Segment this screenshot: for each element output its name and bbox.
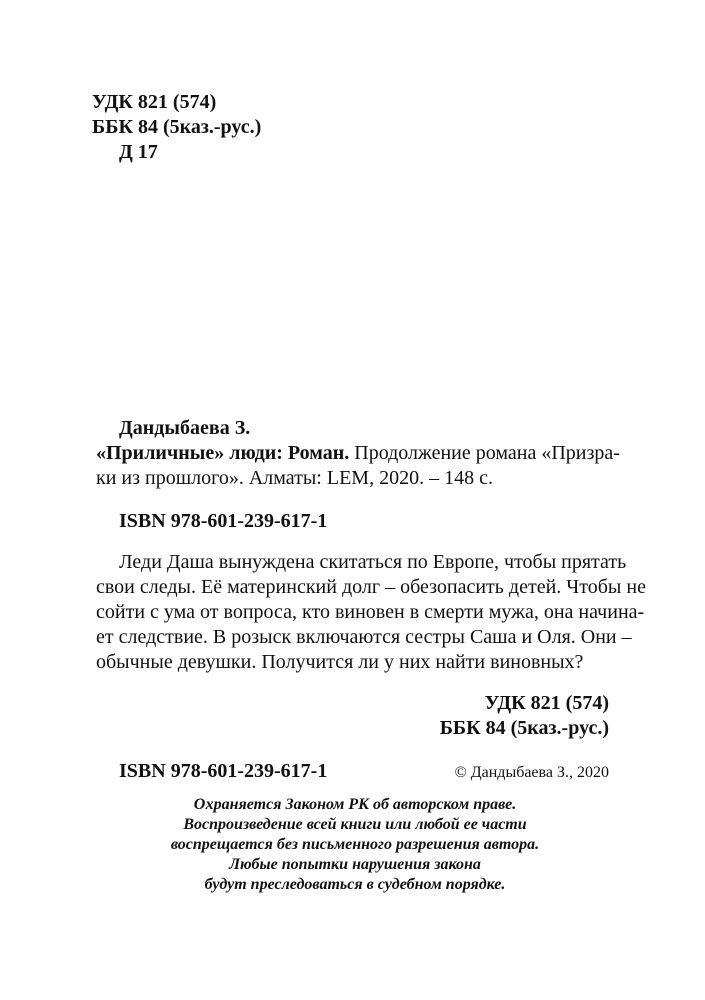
copyright-notice: © Дандыбаева З., 2020 [454,764,609,781]
legal-notice-line: воспрещается без письменного разрешения автора. [170,836,540,853]
annotation-line: свои следы. Её материнский долг – обезопасить детей. Чтобы не [96,576,646,598]
legal-notice-line: будут преследоваться в судебном порядке. [204,876,506,893]
legal-notice [110,795,600,895]
annotation-line: ет следствие. В розыск включаются сестры Саша и Оля. Они – [96,626,632,648]
udk-bottom: УДК 821 (574) [484,692,609,714]
author-mark: Д 17 [119,141,158,163]
annotation-line: Леди Даша вынуждена скитаться по Европе, чтобы прятать [119,551,627,573]
isbn-footer: ISBN 978-601-239-617-1 [119,760,328,782]
book-title: «Приличные» люди: Роман. [96,442,350,464]
annotation-line: обычные девушки. Получится ли у них найти виновных? [96,651,584,673]
bibliographic-continuation: Продолжение романа «Призра- [349,442,620,464]
bbk-bottom: ББК 84 (5каз.-рус.) [439,717,609,739]
annotation-line: сойти с ума от вопроса, кто виновен в смерти мужа, она начина- [96,601,645,623]
author-name: Дандыбаева З. [119,417,251,439]
bbk-top: ББК 84 (5каз.-рус.) [92,116,262,138]
udk-top: УДК 821 (574) [92,91,217,113]
isbn-main: ISBN 978-601-239-617-1 [119,510,328,532]
legal-notice-line: Охраняется Законом РК об авторском праве. [193,796,517,813]
bibliographic-line-1 [96,442,620,465]
bibliographic-line-2: ки из прошлого». Алматы: LEM, 2020. – 148 с. [96,467,493,489]
legal-notice-line: Любые попытки нарушения закона [229,856,481,873]
legal-notice-line: Воспроизведение всей книги или любой ее части [183,816,527,833]
